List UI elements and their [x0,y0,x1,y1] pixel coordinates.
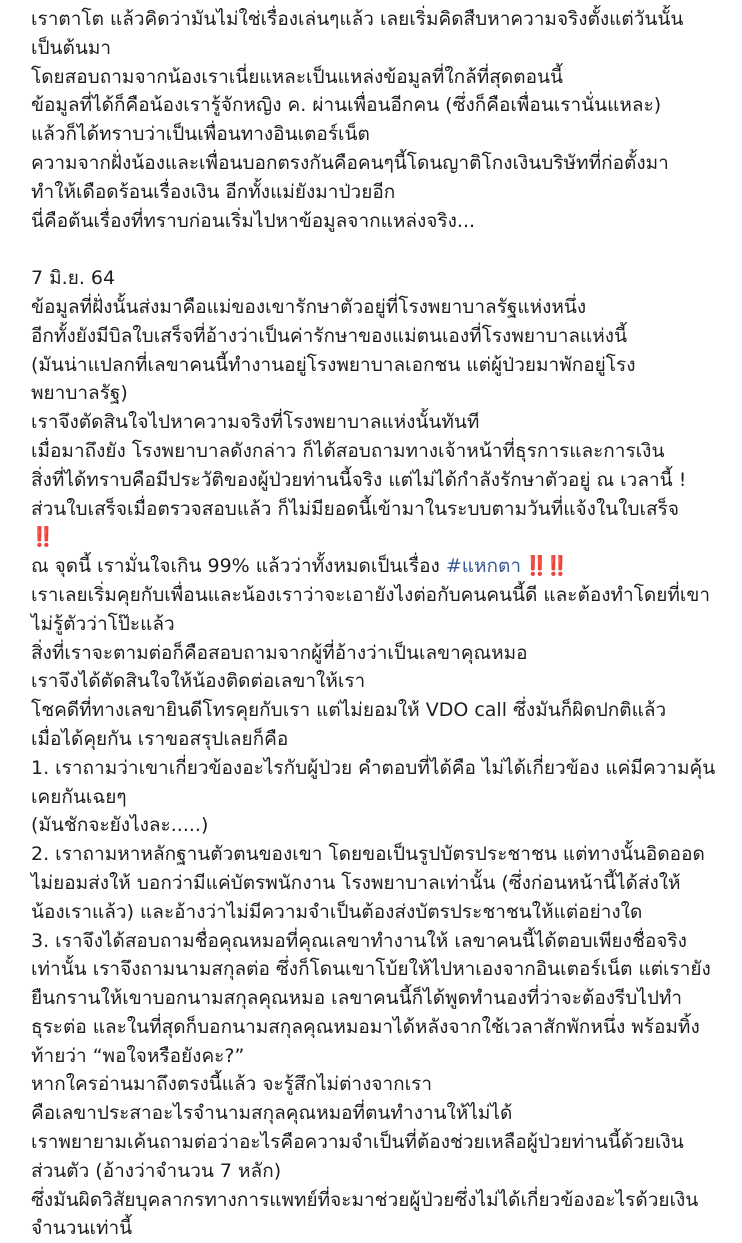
post-line: ความจากฝั่งน้องและเพื่อนบอกตรงกันคือคนๆนี้โดนญาติโกงเงินบริษัทที่ก่อตั้งมา [31,151,669,174]
post-line: สิ่งที่ได้ทราบคือมีประวัติของผู้ป่วยท่านนี้จริง แต่ไม่ได้กำลังรักษาตัวอยู่ ณ เวลานี้ ! [31,468,687,491]
post-line: 1. เราถามว่าเขาเกี่ยวข้องอะไรกับผู้ป่วย คำตอบที่ได้คือ ไม่ได้เกี่ยวข้อง แค่มีความคุ้น [31,756,716,779]
post-line: เราจึงตัดสินใจไปหาความจริงที่โรงพยาบาลแห่งนั้นทันที [31,411,480,434]
post-line: ส่วนใบเสร็จเมื่อตรวจสอบแล้ว ก็ไม่มียอดนี้เข้ามาในระบบตามวันที่แจ้งในใบเสร็จ [31,497,679,520]
post-line-hashtag [31,552,732,581]
post-line: ข้อมูลที่ฝั่งนั้นส่งมาคือแม่ของเขารักษาตัวอยู่ที่โรงพยาบาลรัฐแห่งหนึ่ง [31,295,587,318]
post-line: ทำให้เดือดร้อนเรื่องเงิน อีกทั้งแม่ยังมาป่วยอีก [31,180,396,203]
post-line: (มันน่าแปลกที่เลขาคนนี้ทำงานอยู่โรงพยาบาลเอกชน แต่ผู้ป่วยมาพักอยู่โรง [31,353,636,376]
double-exclamation-icon: ‼️ [31,526,52,549]
post-line: เป็นต้นมา [31,36,112,59]
post-line: (มันชักจะยังไงละ.....) [31,814,209,837]
post-line: ไม่ยอมส่งให้ บอกว่ามีแค่บัตรพนักงาน โรงพยาบาลเท่านั้น (ซึ่งก่อนหน้านี้ได้ส่งให้ [31,871,681,894]
post-line: แล้วก็ได้ทราบว่าเป็นเพื่อนทางอินเตอร์เน็ต [31,123,370,146]
post-line: เท่านั้น เราจึงถามนามสกุลต่อ ซึ่งก็โดนเขาโบ้ยให้ไปหาเองจากอินเตอร์เน็ต แต่เรายัง [31,958,711,981]
post-line-emoji [31,523,732,552]
post-line: ธุระต่อ และในที่สุดก็บอกนามสกุลคุณหมอมาได้หลังจากใช้เวลาสักพักหนึ่ง พร้อมทิ้ง [31,1015,700,1038]
post-line: ยืนกรานให้เขาบอกนามสกุลคุณหมอ เลขาคนนี้ก็ได้พูดทำนองที่ว่าจะต้องรีบไปทำ [31,987,683,1010]
post-line: หากใครอ่านมาถึงตรงนี้แล้ว จะรู้สึกไม่ต่างจากเรา [31,1073,433,1096]
post-line: สิ่งที่เราจะตามต่อก็คือสอบถามจากผู้ที่อ้างว่าเป็นเลขาคุณหมอ [31,641,528,664]
hashtag-link[interactable]: #แหกตา [445,555,522,578]
post-line: ข้อมูลที่ได้ก็คือน้องเรารู้จักหญิง ค. ผ่านเพื่อนอีกคน (ซึ่งก็คือเพื่อนเรานั่นแหละ) [31,94,662,117]
post-line: เราเลยเริ่มคุยกับเพื่อนและน้องเราว่าจะเอายังไงต่อกับคนคนนี้ดี และต้องทำโดยที่เขา [31,583,711,606]
post-line: นี่คือต้นเรื่องที่ทราบก่อนเริ่มไปหาข้อมูลจากแหล่งจริง... [31,209,476,232]
post-line: จำนวนเท่านี้ [31,1217,133,1240]
post-line: เราตาโต แล้วคิดว่ามันไม่ใช่เรื่องเล่นๆแล้ว เลยเริ่มคิดสืบหาความจริงตั้งแต่วันนั้น [31,8,684,30]
post-line: ส่วนตัว (อ้างว่าจำนวน 7 หลัก) [31,1159,282,1182]
post-line: ท้ายว่า “พอใจหรือยังคะ?” [31,1044,245,1067]
post-line: เมื่อมาถึงยัง โรงพยาบาลดังกล่าว ก็ได้สอบถามทางเจ้าหน้าที่ธุรการและการเงิน [31,439,665,462]
post-line: น้องเราแล้ว) และอ้างว่าไม่มีความจำเป็นต้องส่งบัตรประชาชนให้แต่อย่างใด [31,900,643,923]
post-line: พยาบาลรัฐ) [31,382,128,405]
post-line: เราพยายามเค้นถามต่อว่าอะไรคือความจำเป็นที่ต้องช่วยเหลือผู้ป่วยท่านนี้ด้วยเงิน [31,1131,684,1154]
post-date: 7 มิ.ย. 64 [31,267,116,290]
post-line: อีกทั้งยังมีบิลใบเสร็จที่อ้างว่าเป็นค่ารักษาของแม่ตนเองที่โรงพยาบาลแห่งนี้ [31,324,628,347]
post-line: คือเลขาประสาอะไรจำนามสกุลคุณหมอที่ตนทำงานให้ไม่ได้ [31,1102,513,1125]
double-exclamation-icon: ‼️‼️ [521,555,566,578]
blank-line [31,235,732,264]
post-line: 3. เราจึงได้สอบถามชื่อคุณหมอที่คุณเลขาทำงานให้ เลขาคนนี้ได้ตอบเพียงชื่อจริง [31,929,687,952]
post-line: ซึ่งมันผิดวิสัยบุคลากรทางการแพทย์ที่จะมาช่วยผู้ป่วยซึ่งไม่ได้เกี่ยวข้องอะไรด้วยเงิน [31,1188,699,1211]
post-line: เคยกันเฉยๆ [31,785,127,808]
post-line: ไม่รู้ตัวว่าโป๊ะแล้ว [31,612,175,635]
post-line-text: ณ จุดนี้ เรามั่นใจเกิน 99% แล้วว่าทั้งหมดเป็นเรื่อง [31,555,446,578]
post-line: โชคดีที่ทางเลขายินดีโทรคุยกับเรา แต่ไม่ยอมให้ VDO call ซึ่งมันก็ผิดปกติแล้ว [31,699,667,722]
post-line: 2. เราถามหาหลักฐานตัวตนของเขา โดยขอเป็นรูปบัตรประชาชน แต่ทางนั้นอิดออด [31,843,705,866]
post-line: เราจึงได้ตัดสินใจให้น้องติดต่อเลขาให้เรา [31,670,366,693]
post-line: โดยสอบถามจากน้องเราเนี่ยแหละเป็นแหล่งข้อมูลที่ใกล้ที่สุดตอนนี้ [31,65,563,88]
post-line: เมื่อได้คุยกัน เราขอสรุปเลยก็คือ [31,727,289,750]
